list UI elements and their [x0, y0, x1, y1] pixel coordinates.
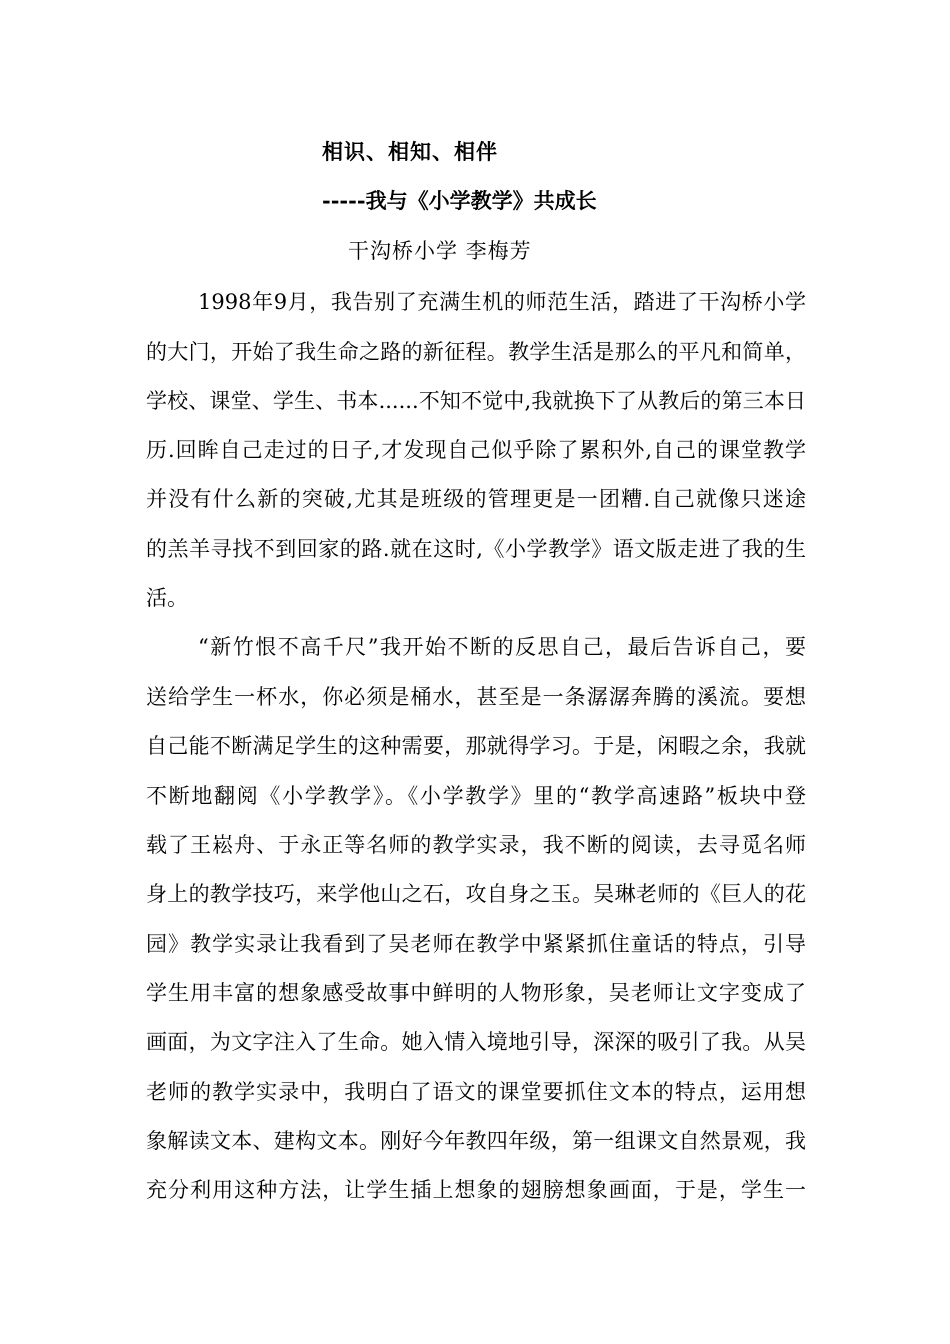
document-author: 干沟桥小学 李梅芳	[348, 239, 532, 263]
paragraph-2-line-9: 画面，为文字注入了生命。她入情入境地引导，深深的吸引了我。从吴	[146, 1030, 806, 1054]
paragraph-2-line-6: 身上的教学技巧，来学他山之石，攻自身之玉。吴琳老师的《巨人的花	[146, 882, 806, 906]
paragraph-1-line-1: 1998年9月，我告别了充满生机的师范生活，踏进了干沟桥小学	[198, 290, 806, 314]
paragraph-2-line-12: 充分利用这种方法，让学生插上想象的翅膀想象画面，于是，学生一	[146, 1178, 806, 1202]
paragraph-1-line-3: 学校、课堂、学生、书本......不知不觉中,我就换下了从教后的第三本日	[146, 389, 806, 413]
paragraph-2-line-1: “新竹恨不高千尺”我开始不断的反思自己，最后告诉自己，要	[198, 635, 806, 659]
paragraph-2-line-3: 自己能不断满足学生的这种需要，那就得学习。于是，闲暇之余，我就	[146, 734, 806, 758]
paragraph-1-line-7: 活。	[146, 586, 188, 610]
paragraph-2-line-8: 学生用丰富的想象感受故事中鲜明的人物形象，吴老师让文字变成了	[146, 981, 806, 1005]
paragraph-1-line-2: 的大门，开始了我生命之路的新征程。教学生活是那么的平凡和简单，	[146, 340, 806, 364]
paragraph-2-line-5: 载了王崧舟、于永正等名师的教学实录，我不断的阅读，去寻觅名师	[146, 833, 806, 857]
paragraph-2-line-11: 象解读文本、建构文本。刚好今年教四年级，第一组课文自然景观，我	[146, 1129, 806, 1153]
paragraph-1-line-6: 的羔羊寻找不到回家的路.就在这时,《小学教学》语文版走进了我的生	[146, 537, 806, 561]
paragraph-2-line-7: 园》教学实录让我看到了吴老师在教学中紧紧抓住童话的特点，引导	[146, 932, 806, 956]
paragraph-2-line-10: 老师的教学实录中，我明白了语文的课堂要抓住文本的特点，运用想	[146, 1080, 806, 1104]
paragraph-2-line-4: 不断地翻阅《小学教学》。《小学教学》里的“教学高速路”板块中登	[146, 784, 806, 808]
paragraph-2-line-2: 送给学生一杯水，你必须是桶水，甚至是一条潺潺奔腾的溪流。要想	[146, 685, 806, 709]
paragraph-1-line-5: 并没有什么新的突破,尤其是班级的管理更是一团糟.自己就像只迷途	[146, 487, 806, 511]
document-title: 相识、相知、相伴	[322, 139, 498, 164]
document-subtitle: -----我与《小学教学》共成长	[322, 188, 597, 213]
paragraph-1-line-4: 历.回眸自己走过的日子,才发现自己似乎除了累积外,自己的课堂教学	[146, 438, 806, 462]
